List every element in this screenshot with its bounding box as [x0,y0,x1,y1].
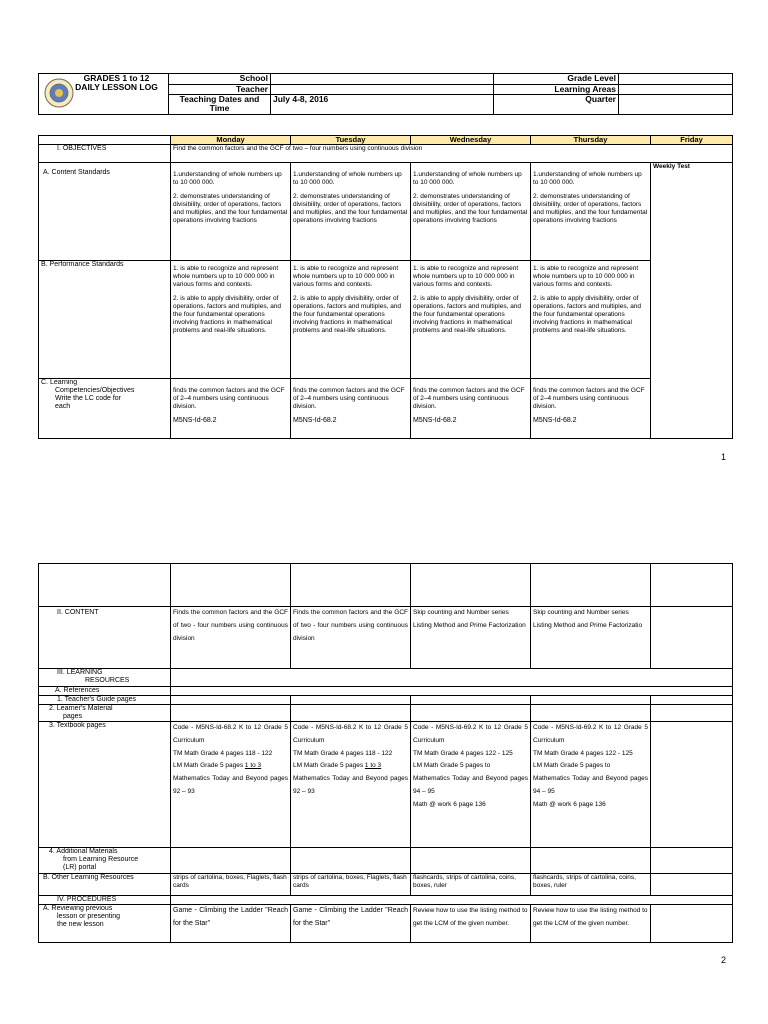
tb-line: Code - M5NS-Id-69.2 K to 12 Grade 5 Curriculum [413,724,528,744]
tb-line: Mathematics Today and Beyond pages 92 – 93 [173,775,288,795]
reviewing-label-line-1: A. Reviewing previous [43,905,113,912]
tb-line: Mathematics Today and Beyond pages 92 – 93 [293,775,408,795]
content-standards-p2: 2. demonstrates understanding of divisibility, order of operations, factors and multiples, and the four fundamental operations involving fractions [173,193,288,224]
tb-line: Mathematics Today and Beyond pages 94 – 95 [533,775,648,795]
learners-material-line-1: 2. Learner's Material [49,705,113,712]
other-resources-friday [651,874,733,896]
content-thursday-line-2: Listing Method and Prime Factorizatio [533,621,643,629]
competencies-tuesday [291,379,411,439]
additional-friday [651,848,733,874]
content-friday [651,607,733,669]
learning-resources-label [39,669,171,687]
content-monday: Finds the common factors and the GCF of two - four numbers using continuous division [171,607,291,669]
tb-lm-text: LM Math Grade 5 pages [173,762,245,770]
lesson-table-page-1 [38,135,733,439]
content-standards-p2: 2. demonstrates understanding of divisibility, order of operations, factors and multiples, and the four fundamental operations involving fractions [293,193,408,224]
learning-areas-value [619,85,733,95]
grade-level-value [619,74,733,85]
lm-friday [651,705,733,722]
learners-material-line-2: pages [63,713,83,720]
performance-standards-p2: 2. is able to apply divisibility, order of operations, factors and multiples, and the four fundamental operations involving fractions in mathematical problems and real-life situations. [173,295,282,334]
competency-text: finds the common factors and the GCF of 2–4 numbers using continuous division. [533,387,645,410]
teacher-label: Teacher [169,85,271,95]
content-wednesday-line-2: Listing Method and Prime Factorization [413,621,526,629]
competency-code: M5NS-Id-68.2 [293,417,337,424]
performance-standards-label: B. Performance Standards [39,261,171,379]
performance-standards-p2: 2. is able to apply divisibility, order of operations, factors and multiples, and the four fundamental operations involving fractions in mathematical problems and real-life situations. [293,295,402,334]
competencies-label-line-2: Competencies/Objectives [55,387,135,394]
performance-standards-p1: 1. is able to recognize and represent whole numbers up to 10 000 000 in various forms and contexts. [413,265,519,288]
learning-areas-label: Learning Areas [494,85,619,95]
p2-top-thursday [531,564,651,607]
tg-wednesday [411,696,531,705]
tb-line: TM Math Grade 4 pages 118 - 122 [293,749,393,757]
lesson-table-page-2 [38,563,733,943]
references-row [171,687,733,696]
tb-line: TM Math Grade 4 pages 122 - 125 [413,749,513,757]
performance-standards-p2: 2. is able to apply divisibility, order of operations, factors and multiples, and the four fundamental operations involving fractions in mathematical problems and real-life situations. [533,295,642,334]
tb-line: TM Math Grade 4 pages 122 - 125 [533,749,633,757]
reviewing-label [39,905,171,943]
additional-monday [171,848,291,874]
textbook-monday [171,722,291,848]
other-resources-monday: strips of cartolina, boxes, Flaglets, flash cards [171,874,291,896]
title-line-2: DAILY LESSON LOG [75,82,158,92]
tb-line: LM Math Grade 5 pages to [533,762,611,770]
tg-friday [651,696,733,705]
day-tuesday: Tuesday [291,136,411,145]
content-standards-tuesday [291,163,411,261]
performance-standards-thursday [531,261,651,379]
competencies-label-line-3: Write the LC code for each [55,395,122,410]
dates-value: July 4-8, 2016 [271,95,494,115]
tb-line: Code - M5NS-Id-68.2 K to 12 Grade 5 Curriculum [293,724,408,744]
reviewing-wednesday: Review how to use the listing method to get the LCM of the given number. [411,905,531,943]
tb-line: Math @ work 6 page 136 [413,800,486,808]
performance-standards-p1: 1. is able to recognize and represent whole numbers up to 10 000 000 in various forms and contexts. [173,265,279,288]
p2-top-tuesday [291,564,411,607]
performance-standards-p2: 2. is able to apply divisibility, order of operations, factors and multiples, and the four fundamental operations involving fractions in mathematical problems and real-life situations. [413,295,522,334]
content-standards-monday [171,163,291,261]
teacher-value [271,85,494,95]
textbook-wednesday [411,722,531,848]
title-line-1: GRADES 1 to 12 [83,73,150,83]
tb-lm-text: LM Math Grade 5 pages [293,762,365,770]
other-resources-label: B. Other Learning Resources [39,874,171,896]
day-monday: Monday [171,136,291,145]
corner-cell [39,136,171,145]
content-wednesday-line-1: Skip counting and Number series [413,609,509,616]
title-block [39,74,169,115]
competencies-label-line-1: C. Learning [41,379,78,386]
additional-materials-line-2: from Learning Resource [63,856,139,863]
reviewing-thursday: Review how to use the listing method to get the LCM of the given number. [531,905,651,943]
content-thursday [531,607,651,669]
page-number-1: 1 [721,452,727,462]
procedures-row [171,896,733,905]
competency-text: finds the common factors and the GCF of 2–4 numbers using continuous division. [413,387,525,410]
tb-line [293,760,408,773]
content-standards-p1: 1.understanding of whole numbers up to 10 000 000. [413,171,522,186]
lm-thursday [531,705,651,722]
day-friday: Friday [651,136,733,145]
additional-materials-line-1: 4. Additional Materials [49,848,118,855]
tb-line: Code - M5NS-Id-69.2 K to 12 Grade 5 Curriculum [533,724,648,744]
additional-thursday [531,848,651,874]
content-thursday-line-1: Skip counting and Number series [533,609,629,616]
performance-standards-p1: 1. is able to recognize and represent whole numbers up to 10 000 000 in various forms and contexts. [533,265,639,288]
objectives-label: I. OBJECTIVES [39,145,171,163]
content-standards-p1: 1.understanding of whole numbers up to 10 000 000. [533,171,642,186]
learning-resources-label-line-2: RESOURCES [85,677,130,684]
learners-material-label [39,705,171,722]
objectives-text: Find the common factors and the GCF of two – four numbers using continuous division [171,145,733,163]
reviewing-monday: Game - Climbing the Ladder "Reach for the Star" [171,905,291,943]
tb-line: Math @ work 6 page 136 [533,800,606,808]
other-resources-thursday: flashcards, strips of cartolina, coins, boxes, ruler [531,874,651,896]
competencies-wednesday [411,379,531,439]
tb-line: Code - M5NS-Id-68.2 K to 12 Grade 5 Curriculum [173,724,288,744]
learning-resources-label-line-1: III. LEARNING [57,669,103,676]
additional-wednesday [411,848,531,874]
p2-top-friday [651,564,733,607]
tb-line [173,760,288,773]
tb-line: TM Math Grade 4 pages 118 - 122 [173,749,273,757]
p2-top-monday [171,564,291,607]
competency-text: finds the common factors and the GCF of 2–4 numbers using continuous division. [173,387,285,410]
teachers-guide-label: 1. Teacher's Guide pages [39,696,171,705]
other-resources-wednesday: flashcards, strips of cartolina, coins, boxes, ruler [411,874,531,896]
p2-top-blank [39,564,171,607]
competency-code: M5NS-Id-68.2 [413,417,457,424]
competency-code: M5NS-Id-68.2 [533,417,577,424]
day-thursday: Thursday [531,136,651,145]
performance-standards-wednesday [411,261,531,379]
competency-code: M5NS-Id-68.2 [173,417,217,424]
content-standards-p2: 2. demonstrates understanding of divisibility, order of operations, factors and multiples, and the four fundamental operations involving fractions [413,193,528,224]
content-standards-p1: 1.understanding of whole numbers up to 10 000 000. [173,171,282,186]
content-standards-p1: 1.understanding of whole numbers up to 10 000 000. [293,171,402,186]
content-standards-p2: 2. demonstrates understanding of divisibility, order of operations, factors and multiples, and the four fundamental operations involving fractions [533,193,648,224]
school-label: School [169,74,271,85]
learning-resources-row [171,669,733,687]
textbook-tuesday [291,722,411,848]
lm-wednesday [411,705,531,722]
tg-thursday [531,696,651,705]
quarter-label: Quarter [494,95,619,115]
header-table [38,73,733,115]
tg-tuesday [291,696,411,705]
quarter-value [619,95,733,115]
page-number-2: 2 [721,955,727,965]
competencies-label [39,379,171,439]
content-standards-wednesday [411,163,531,261]
reviewing-friday [651,905,733,943]
content-label: II. CONTENT [39,607,171,669]
lm-monday [171,705,291,722]
weekly-test-text: Weekly Test [653,163,690,170]
reviewing-tuesday: Game - Climbing the Ladder "Reach for the Star" [291,905,411,943]
competencies-monday [171,379,291,439]
content-standards-thursday [531,163,651,261]
performance-standards-tuesday [291,261,411,379]
lm-tuesday [291,705,411,722]
weekly-test-cell [651,163,733,439]
day-wednesday: Wednesday [411,136,531,145]
textbook-friday [651,722,733,848]
additional-materials-line-3: (LR) portal [63,864,97,871]
other-resources-tuesday: strips of cartolina, boxes, Flaglets, flash cards [291,874,411,896]
performance-standards-p1: 1. is able to recognize and represent whole numbers up to 10 000 000 in various forms and contexts. [293,265,399,288]
competencies-thursday [531,379,651,439]
tg-monday [171,696,291,705]
tb-lm-pages: 1 to 3 [364,762,382,770]
references-label: A. References [39,687,171,696]
reviewing-label-line-2: lesson or presenting [57,913,121,920]
textbook-thursday [531,722,651,848]
tb-line: Mathematics Today and Beyond pages 94 – 95 [413,775,528,795]
school-value [271,74,494,85]
dates-label: Teaching Dates and Time [169,95,271,115]
grade-level-label: Grade Level [494,74,619,85]
additional-materials-label [39,848,171,874]
content-standards-label: A. Content Standards [39,163,171,261]
textbook-pages-label: 3. Textbook pages [39,722,171,848]
performance-standards-monday [171,261,291,379]
tb-line: LM Math Grade 5 pages to [413,762,491,770]
reviewing-label-line-3: the new lesson [57,921,104,928]
content-wednesday [411,607,531,669]
tb-lm-pages: 1 to 3 [244,762,262,770]
competency-text: finds the common factors and the GCF of 2–4 numbers using continuous division. [293,387,405,410]
additional-tuesday [291,848,411,874]
procedures-label: IV. PROCEDURES [39,896,171,905]
p2-top-wednesday [411,564,531,607]
content-tuesday: Finds the common factors and the GCF of two - four numbers using continuous division [291,607,411,669]
